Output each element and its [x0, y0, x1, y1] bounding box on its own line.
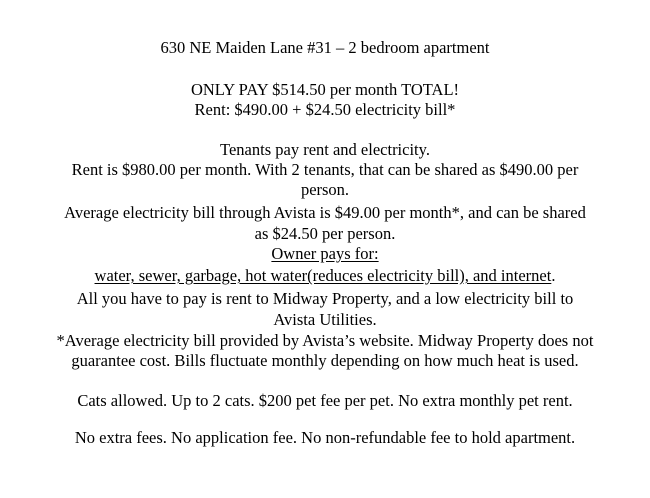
- owner-pays-list: [0, 266, 650, 286]
- headline-breakdown: Rent: $490.00 + $24.50 electricity bill*: [194, 100, 456, 119]
- disclaimer-line-2: guarantee cost. Bills fluctuate monthly depending on how much heat is used.: [71, 351, 579, 370]
- body-line-1: Tenants pay rent and electricity.: [220, 140, 430, 159]
- body-line-9: Avista Utilities.: [273, 310, 377, 329]
- body-line-2: Rent is $980.00 per month. With 2 tenants, that can be shared as $490.00 per: [71, 160, 579, 179]
- body-line-5: as $24.50 per person.: [254, 224, 396, 243]
- body-line-8: All you have to pay is rent to Midway Property, and a low electricity bill to: [76, 289, 574, 308]
- body-line-4: Average electricity bill through Avista is $49.00 per month*, and can be shared: [64, 203, 586, 222]
- owner-pays-heading: [0, 244, 650, 264]
- body-line-3: person.: [300, 180, 350, 199]
- headline-total: ONLY PAY $514.50 per month TOTAL!: [190, 80, 460, 99]
- owner-pays-period: .: [551, 266, 556, 285]
- owner-pays-items: water, sewer, garbage, hot water(reduces electricity bill), and internet: [94, 266, 552, 285]
- disclaimer-line-1: *Average electricity bill provided by Avista’s website. Midway Property does not: [56, 331, 594, 350]
- owner-pays-label: Owner pays for:: [271, 244, 379, 263]
- fee-policy: No extra fees. No application fee. No non-refundable fee to hold apartment.: [74, 428, 576, 447]
- pet-policy: Cats allowed. Up to 2 cats. $200 pet fee per pet. No extra monthly pet rent.: [77, 391, 573, 410]
- listing-title: 630 NE Maiden Lane #31 – 2 bedroom apartment: [160, 38, 490, 57]
